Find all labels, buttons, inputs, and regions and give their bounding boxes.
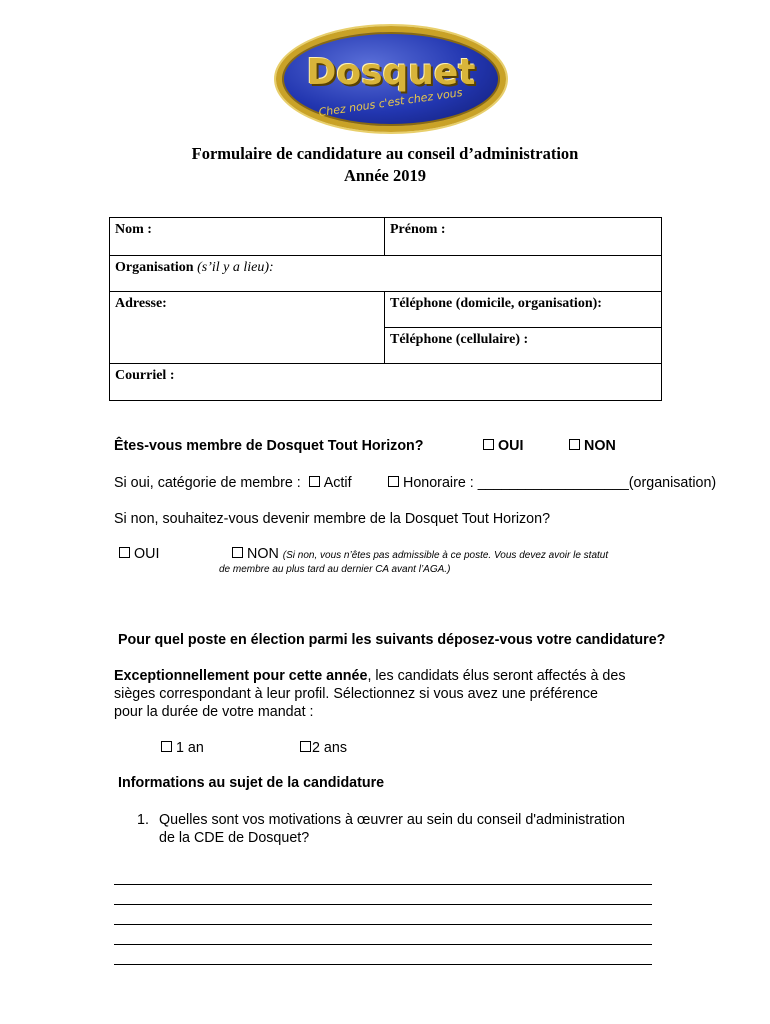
non-note-line2: de membre au plus tard au dernier CA avant l’AGA.) bbox=[219, 564, 451, 575]
honoraire-option[interactable] bbox=[388, 475, 716, 491]
nom-field[interactable] bbox=[110, 218, 385, 256]
answer-line[interactable] bbox=[114, 884, 652, 885]
honoraire-label: Honoraire : ___________________(organisation) bbox=[403, 475, 717, 491]
checkbox-icon[interactable] bbox=[388, 476, 399, 487]
prenom-field[interactable] bbox=[385, 218, 662, 256]
tel-cellulaire-label: Téléphone (cellulaire) : bbox=[390, 332, 529, 347]
become-non-label: NON bbox=[247, 546, 279, 562]
member-oui-label: OUI bbox=[498, 438, 524, 454]
exception-line1 bbox=[114, 668, 625, 684]
become-non-option[interactable] bbox=[232, 546, 608, 562]
q1-line1: Quelles sont vos motivations à œuvrer au sein du conseil d'administration bbox=[159, 812, 626, 828]
tel-domicile-label: Téléphone (domicile, organisation): bbox=[390, 296, 602, 311]
checkbox-icon[interactable] bbox=[300, 741, 311, 752]
answer-line[interactable] bbox=[114, 944, 652, 945]
checkbox-icon[interactable] bbox=[232, 547, 243, 558]
exception-rest: , les candidats élus seront affectés à des bbox=[367, 668, 626, 684]
checkbox-icon[interactable] bbox=[119, 547, 130, 558]
member-question: Êtes-vous membre de Dosquet Tout Horizon? bbox=[114, 438, 424, 454]
member-non-label: NON bbox=[584, 438, 616, 454]
organisation-label: Organisation bbox=[115, 260, 194, 275]
nom-label: Nom : bbox=[115, 222, 152, 237]
non-note-line1: (Si non, vous n’êtes pas admissible à ce poste. Vous devez avoir le statut bbox=[282, 550, 609, 561]
checkbox-icon[interactable] bbox=[161, 741, 172, 752]
mandat-2ans-option[interactable] bbox=[300, 740, 347, 756]
checkbox-icon[interactable] bbox=[483, 439, 494, 450]
exception-bold: Exceptionnellement pour cette année bbox=[114, 668, 368, 684]
become-oui-option[interactable] bbox=[119, 546, 159, 562]
exception-line2: sièges correspondant à leur profil. Sélectionnez si vous avez une préférence bbox=[114, 686, 598, 702]
tel-domicile-field[interactable] bbox=[385, 292, 662, 328]
info-heading: Informations au sujet de la candidature bbox=[118, 775, 385, 791]
become-oui-label: OUI bbox=[134, 546, 160, 562]
organisation-field[interactable] bbox=[110, 256, 662, 292]
mandat-1an-label: 1 an bbox=[176, 740, 204, 756]
answer-line[interactable] bbox=[114, 924, 652, 925]
q1-number: 1. bbox=[137, 812, 149, 828]
member-non-option[interactable] bbox=[569, 438, 616, 454]
member-category-line bbox=[114, 475, 352, 491]
adresse-field[interactable] bbox=[110, 292, 385, 364]
courriel-label: Courriel : bbox=[115, 368, 175, 383]
poste-question: Pour quel poste en élection parmi les suivants déposez-vous votre candidature? bbox=[118, 632, 666, 648]
exception-line3: pour la durée de votre mandat : bbox=[114, 704, 314, 720]
checkbox-icon[interactable] bbox=[569, 439, 580, 450]
logo-brand: Dosquet bbox=[306, 52, 476, 93]
form-title: Formulaire de candidature au conseil d’administration bbox=[191, 144, 579, 163]
category-prefix: Si oui, catégorie de membre : bbox=[114, 475, 301, 491]
actif-label: Actif bbox=[323, 475, 352, 491]
contact-table bbox=[109, 217, 662, 401]
mandat-1an-option[interactable] bbox=[161, 740, 204, 756]
checkbox-icon[interactable] bbox=[309, 476, 320, 487]
courriel-field[interactable] bbox=[110, 364, 662, 401]
answer-line[interactable] bbox=[114, 964, 652, 965]
organisation-note: (s’il y a lieu): bbox=[197, 260, 274, 275]
q1-line2: de la CDE de Dosquet? bbox=[159, 830, 310, 846]
answer-line[interactable] bbox=[114, 904, 652, 905]
member-oui-option[interactable] bbox=[483, 438, 523, 454]
form-year: Année 2019 bbox=[343, 166, 427, 185]
logo-tagline: Chez nous c'est chez vous bbox=[317, 85, 464, 120]
adresse-label: Adresse: bbox=[115, 296, 167, 311]
tel-cellulaire-field[interactable] bbox=[385, 328, 662, 364]
mandat-2ans-label: 2 ans bbox=[312, 740, 347, 756]
prenom-label: Prénom : bbox=[390, 222, 446, 237]
become-member-question: Si non, souhaitez-vous devenir membre de la Dosquet Tout Horizon? bbox=[114, 511, 551, 527]
dosquet-logo bbox=[276, 26, 506, 132]
